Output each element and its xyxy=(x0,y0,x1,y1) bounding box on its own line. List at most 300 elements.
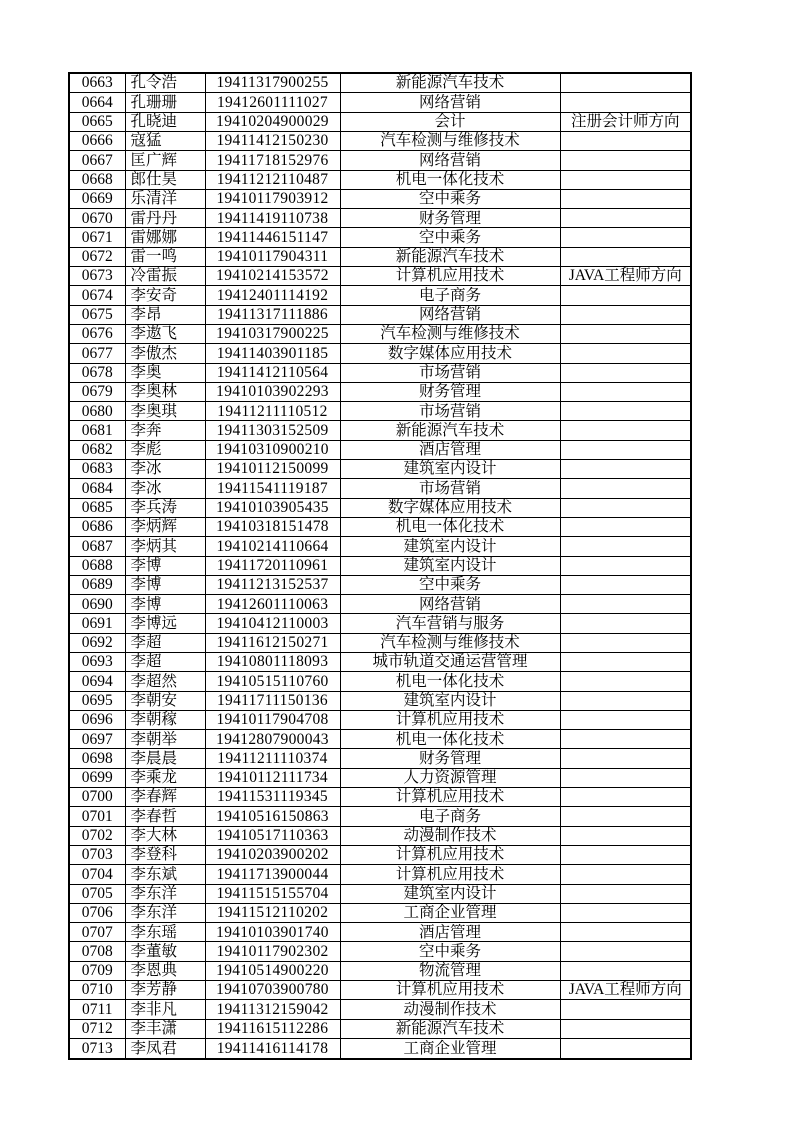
cell-student_no: 19410515110760 xyxy=(205,672,340,691)
cell-major: 汽车检测与维修技术 xyxy=(340,131,560,150)
table-row xyxy=(69,710,691,729)
cell-note xyxy=(560,344,691,363)
cell-student_no: 19411416114178 xyxy=(205,1038,340,1059)
table-row xyxy=(69,460,691,479)
cell-note: 注册会计师方向 xyxy=(560,112,691,131)
cell-name: 李奥 xyxy=(125,363,205,382)
cell-id: 0710 xyxy=(69,981,125,1000)
cell-name: 李遨飞 xyxy=(125,324,205,343)
cell-name: 李冰 xyxy=(125,460,205,479)
cell-id: 0675 xyxy=(69,305,125,324)
cell-student_no: 19411531119345 xyxy=(205,788,340,807)
cell-major: 计算机应用技术 xyxy=(340,845,560,864)
cell-name: 李兵涛 xyxy=(125,498,205,517)
cell-major: 市场营销 xyxy=(340,479,560,498)
cell-name: 雷一鸣 xyxy=(125,247,205,266)
cell-note xyxy=(560,691,691,710)
table-row xyxy=(69,324,691,343)
cell-id: 0676 xyxy=(69,324,125,343)
cell-id: 0694 xyxy=(69,672,125,691)
cell-id: 0670 xyxy=(69,209,125,228)
cell-note xyxy=(560,826,691,845)
table-row xyxy=(69,614,691,633)
cell-note xyxy=(560,498,691,517)
cell-student_no: 19410103901740 xyxy=(205,923,340,942)
cell-id: 0680 xyxy=(69,402,125,421)
cell-id: 0668 xyxy=(69,170,125,189)
cell-name: 雷娜娜 xyxy=(125,228,205,247)
cell-name: 李春辉 xyxy=(125,788,205,807)
cell-note xyxy=(560,228,691,247)
cell-id: 0700 xyxy=(69,788,125,807)
cell-major: 机电一体化技术 xyxy=(340,672,560,691)
cell-name: 李晨晨 xyxy=(125,749,205,768)
cell-major: 计算机应用技术 xyxy=(340,788,560,807)
cell-name: 李朝稼 xyxy=(125,710,205,729)
cell-note xyxy=(560,672,691,691)
cell-note xyxy=(560,1000,691,1019)
cell-major: 机电一体化技术 xyxy=(340,730,560,749)
cell-student_no: 19410117902302 xyxy=(205,942,340,961)
table-row xyxy=(69,865,691,884)
cell-note xyxy=(560,923,691,942)
cell-student_no: 19411718152976 xyxy=(205,151,340,170)
cell-major: 工商企业管理 xyxy=(340,1038,560,1059)
cell-name: 李奥琪 xyxy=(125,402,205,421)
table-row xyxy=(69,653,691,672)
cell-id: 0679 xyxy=(69,382,125,401)
cell-student_no: 19411541119187 xyxy=(205,479,340,498)
cell-name: 李东瑶 xyxy=(125,923,205,942)
cell-student_no: 19410117904311 xyxy=(205,247,340,266)
cell-name: 李丰潇 xyxy=(125,1019,205,1038)
cell-name: 李奥林 xyxy=(125,382,205,401)
table-row xyxy=(69,151,691,170)
cell-id: 0693 xyxy=(69,653,125,672)
cell-major: 财务管理 xyxy=(340,382,560,401)
cell-major: 空中乘务 xyxy=(340,228,560,247)
cell-name: 乐清洋 xyxy=(125,189,205,208)
cell-id: 0663 xyxy=(69,73,125,93)
cell-id: 0682 xyxy=(69,440,125,459)
cell-id: 0696 xyxy=(69,710,125,729)
cell-student_no: 19410517110363 xyxy=(205,826,340,845)
cell-id: 0674 xyxy=(69,286,125,305)
cell-name: 寇猛 xyxy=(125,131,205,150)
cell-name: 孔晓迪 xyxy=(125,112,205,131)
cell-id: 0665 xyxy=(69,112,125,131)
cell-major: 新能源汽车技术 xyxy=(340,421,560,440)
cell-note xyxy=(560,324,691,343)
cell-major: 动漫制作技术 xyxy=(340,826,560,845)
table-row xyxy=(69,421,691,440)
cell-name: 李奔 xyxy=(125,421,205,440)
cell-major: 数字媒体应用技术 xyxy=(340,344,560,363)
cell-id: 0673 xyxy=(69,267,125,286)
table-row xyxy=(69,247,691,266)
cell-name: 李朝安 xyxy=(125,691,205,710)
table-row xyxy=(69,479,691,498)
cell-major: 会计 xyxy=(340,112,560,131)
table-row xyxy=(69,440,691,459)
cell-note: JAVA工程师方向 xyxy=(560,981,691,1000)
cell-note xyxy=(560,614,691,633)
cell-student_no: 19411212110487 xyxy=(205,170,340,189)
cell-id: 0691 xyxy=(69,614,125,633)
cell-student_no: 19410514900220 xyxy=(205,961,340,980)
cell-major: 机电一体化技术 xyxy=(340,517,560,536)
cell-note xyxy=(560,93,691,112)
cell-major: 新能源汽车技术 xyxy=(340,73,560,93)
cell-name: 李大林 xyxy=(125,826,205,845)
cell-note xyxy=(560,595,691,614)
cell-name: 李东斌 xyxy=(125,865,205,884)
cell-note xyxy=(560,865,691,884)
cell-major: 电子商务 xyxy=(340,286,560,305)
cell-major: 人力资源管理 xyxy=(340,768,560,787)
table-row xyxy=(69,209,691,228)
cell-major: 建筑室内设计 xyxy=(340,556,560,575)
cell-id: 0677 xyxy=(69,344,125,363)
cell-id: 0704 xyxy=(69,865,125,884)
cell-student_no: 19411412150230 xyxy=(205,131,340,150)
cell-name: 郎仕昊 xyxy=(125,170,205,189)
cell-student_no: 19410801118093 xyxy=(205,653,340,672)
cell-id: 0681 xyxy=(69,421,125,440)
cell-major: 酒店管理 xyxy=(340,923,560,942)
table-row xyxy=(69,845,691,864)
cell-student_no: 19410117903912 xyxy=(205,189,340,208)
cell-student_no: 19410112150099 xyxy=(205,460,340,479)
table-row xyxy=(69,749,691,768)
cell-name: 李超 xyxy=(125,633,205,652)
table-row xyxy=(69,672,691,691)
cell-major: 空中乘务 xyxy=(340,575,560,594)
cell-student_no: 19411211110374 xyxy=(205,749,340,768)
cell-note xyxy=(560,421,691,440)
cell-student_no: 19411412110564 xyxy=(205,363,340,382)
cell-major: 城市轨道交通运营管理 xyxy=(340,653,560,672)
table-row xyxy=(69,228,691,247)
table-row xyxy=(69,286,691,305)
cell-student_no: 19410310900210 xyxy=(205,440,340,459)
cell-id: 0713 xyxy=(69,1038,125,1059)
cell-note xyxy=(560,382,691,401)
table-row xyxy=(69,402,691,421)
table-row xyxy=(69,981,691,1000)
table-row xyxy=(69,788,691,807)
cell-id: 0667 xyxy=(69,151,125,170)
cell-major: 网络营销 xyxy=(340,93,560,112)
cell-name: 李彪 xyxy=(125,440,205,459)
cell-student_no: 19410103905435 xyxy=(205,498,340,517)
cell-id: 0672 xyxy=(69,247,125,266)
cell-major: 酒店管理 xyxy=(340,440,560,459)
cell-name: 李芳静 xyxy=(125,981,205,1000)
cell-note xyxy=(560,402,691,421)
cell-name: 冷雷振 xyxy=(125,267,205,286)
cell-student_no: 19411515155704 xyxy=(205,884,340,903)
cell-major: 空中乘务 xyxy=(340,942,560,961)
cell-note xyxy=(560,884,691,903)
table-row xyxy=(69,1000,691,1019)
cell-note xyxy=(560,768,691,787)
cell-id: 0703 xyxy=(69,845,125,864)
cell-id: 0692 xyxy=(69,633,125,652)
cell-note xyxy=(560,170,691,189)
cell-name: 孔珊珊 xyxy=(125,93,205,112)
cell-name: 李炳其 xyxy=(125,537,205,556)
cell-note xyxy=(560,479,691,498)
cell-major: 汽车营销与服务 xyxy=(340,614,560,633)
cell-major: 建筑室内设计 xyxy=(340,884,560,903)
cell-major: 动漫制作技术 xyxy=(340,1000,560,1019)
roster-body xyxy=(69,73,691,1059)
cell-student_no: 19410317900225 xyxy=(205,324,340,343)
cell-name: 李恩典 xyxy=(125,961,205,980)
cell-name: 李炳辉 xyxy=(125,517,205,536)
cell-major: 新能源汽车技术 xyxy=(340,247,560,266)
cell-major: 网络营销 xyxy=(340,305,560,324)
cell-note xyxy=(560,710,691,729)
cell-major: 市场营销 xyxy=(340,402,560,421)
cell-student_no: 19410412110003 xyxy=(205,614,340,633)
cell-id: 0669 xyxy=(69,189,125,208)
table-row xyxy=(69,344,691,363)
cell-note xyxy=(560,151,691,170)
cell-student_no: 19411615112286 xyxy=(205,1019,340,1038)
cell-name: 孔令浩 xyxy=(125,73,205,93)
cell-name: 李博 xyxy=(125,556,205,575)
cell-id: 0687 xyxy=(69,537,125,556)
cell-major: 新能源汽车技术 xyxy=(340,1019,560,1038)
cell-id: 0685 xyxy=(69,498,125,517)
cell-student_no: 19412601110063 xyxy=(205,595,340,614)
cell-id: 0664 xyxy=(69,93,125,112)
cell-student_no: 19410204900029 xyxy=(205,112,340,131)
cell-student_no: 19411720110961 xyxy=(205,556,340,575)
cell-name: 李博远 xyxy=(125,614,205,633)
cell-major: 网络营销 xyxy=(340,595,560,614)
cell-note xyxy=(560,942,691,961)
cell-id: 0695 xyxy=(69,691,125,710)
cell-student_no: 19410103902293 xyxy=(205,382,340,401)
cell-major: 汽车检测与维修技术 xyxy=(340,633,560,652)
cell-student_no: 19411512110202 xyxy=(205,903,340,922)
table-row xyxy=(69,112,691,131)
table-row xyxy=(69,498,691,517)
cell-note xyxy=(560,633,691,652)
cell-major: 电子商务 xyxy=(340,807,560,826)
cell-major: 网络营销 xyxy=(340,151,560,170)
cell-major: 财务管理 xyxy=(340,749,560,768)
table-row xyxy=(69,189,691,208)
cell-major: 市场营销 xyxy=(340,363,560,382)
table-row xyxy=(69,884,691,903)
cell-note xyxy=(560,730,691,749)
cell-id: 0671 xyxy=(69,228,125,247)
table-row xyxy=(69,131,691,150)
cell-id: 0666 xyxy=(69,131,125,150)
cell-student_no: 19410214153572 xyxy=(205,267,340,286)
cell-name: 李傲杰 xyxy=(125,344,205,363)
cell-id: 0712 xyxy=(69,1019,125,1038)
cell-name: 李春哲 xyxy=(125,807,205,826)
cell-major: 汽车检测与维修技术 xyxy=(340,324,560,343)
cell-major: 工商企业管理 xyxy=(340,903,560,922)
cell-student_no: 19410112111734 xyxy=(205,768,340,787)
cell-name: 李董敏 xyxy=(125,942,205,961)
table-row xyxy=(69,1038,691,1059)
cell-id: 0698 xyxy=(69,749,125,768)
table-row xyxy=(69,93,691,112)
cell-student_no: 19411303152509 xyxy=(205,421,340,440)
roster-table xyxy=(68,72,692,1060)
cell-name: 李安奇 xyxy=(125,286,205,305)
cell-note xyxy=(560,131,691,150)
table-row xyxy=(69,826,691,845)
cell-name: 李登科 xyxy=(125,845,205,864)
cell-note xyxy=(560,209,691,228)
table-row xyxy=(69,730,691,749)
cell-student_no: 19412807900043 xyxy=(205,730,340,749)
cell-note xyxy=(560,305,691,324)
cell-note xyxy=(560,247,691,266)
cell-note: JAVA工程师方向 xyxy=(560,267,691,286)
table-row xyxy=(69,923,691,942)
cell-id: 0708 xyxy=(69,942,125,961)
cell-name: 匡广辉 xyxy=(125,151,205,170)
cell-note xyxy=(560,749,691,768)
cell-major: 建筑室内设计 xyxy=(340,537,560,556)
cell-name: 李非凡 xyxy=(125,1000,205,1019)
cell-id: 0683 xyxy=(69,460,125,479)
table-row xyxy=(69,942,691,961)
cell-note xyxy=(560,363,691,382)
cell-id: 0697 xyxy=(69,730,125,749)
cell-student_no: 19410117904708 xyxy=(205,710,340,729)
table-row xyxy=(69,691,691,710)
cell-student_no: 19410214110664 xyxy=(205,537,340,556)
table-row xyxy=(69,575,691,594)
cell-student_no: 19410318151478 xyxy=(205,517,340,536)
cell-major: 计算机应用技术 xyxy=(340,981,560,1000)
cell-major: 数字媒体应用技术 xyxy=(340,498,560,517)
cell-id: 0699 xyxy=(69,768,125,787)
table-row xyxy=(69,768,691,787)
cell-note xyxy=(560,903,691,922)
table-row xyxy=(69,73,691,93)
cell-name: 李昂 xyxy=(125,305,205,324)
cell-name: 李乘龙 xyxy=(125,768,205,787)
table-row xyxy=(69,556,691,575)
cell-major: 计算机应用技术 xyxy=(340,710,560,729)
cell-major: 计算机应用技术 xyxy=(340,865,560,884)
cell-note xyxy=(560,286,691,305)
cell-student_no: 19411419110738 xyxy=(205,209,340,228)
cell-major: 物流管理 xyxy=(340,961,560,980)
cell-name: 李冰 xyxy=(125,479,205,498)
cell-note xyxy=(560,189,691,208)
cell-note xyxy=(560,460,691,479)
cell-note xyxy=(560,73,691,93)
cell-note xyxy=(560,1019,691,1038)
cell-name: 李博 xyxy=(125,595,205,614)
table-row xyxy=(69,382,691,401)
cell-id: 0689 xyxy=(69,575,125,594)
cell-note xyxy=(560,653,691,672)
cell-id: 0707 xyxy=(69,923,125,942)
cell-major: 空中乘务 xyxy=(340,189,560,208)
cell-major: 建筑室内设计 xyxy=(340,691,560,710)
cell-name: 李凤君 xyxy=(125,1038,205,1059)
cell-note xyxy=(560,537,691,556)
cell-student_no: 19410703900780 xyxy=(205,981,340,1000)
cell-name: 李超 xyxy=(125,653,205,672)
cell-student_no: 19410203900202 xyxy=(205,845,340,864)
table-row xyxy=(69,595,691,614)
cell-name: 李超然 xyxy=(125,672,205,691)
cell-id: 0684 xyxy=(69,479,125,498)
cell-id: 0686 xyxy=(69,517,125,536)
cell-note xyxy=(560,845,691,864)
table-row xyxy=(69,537,691,556)
cell-student_no: 19411612150271 xyxy=(205,633,340,652)
cell-note xyxy=(560,440,691,459)
cell-note xyxy=(560,807,691,826)
cell-id: 0705 xyxy=(69,884,125,903)
table-row xyxy=(69,903,691,922)
table-row xyxy=(69,170,691,189)
cell-id: 0690 xyxy=(69,595,125,614)
cell-student_no: 19411213152537 xyxy=(205,575,340,594)
cell-note xyxy=(560,1038,691,1059)
cell-id: 0711 xyxy=(69,1000,125,1019)
cell-id: 0702 xyxy=(69,826,125,845)
table-row xyxy=(69,1019,691,1038)
cell-student_no: 19411317900255 xyxy=(205,73,340,93)
cell-name: 雷丹丹 xyxy=(125,209,205,228)
cell-major: 财务管理 xyxy=(340,209,560,228)
cell-note xyxy=(560,575,691,594)
cell-major: 建筑室内设计 xyxy=(340,460,560,479)
cell-student_no: 19411711150136 xyxy=(205,691,340,710)
cell-id: 0678 xyxy=(69,363,125,382)
cell-student_no: 19411211110512 xyxy=(205,402,340,421)
table-row xyxy=(69,517,691,536)
table-row xyxy=(69,807,691,826)
cell-id: 0706 xyxy=(69,903,125,922)
cell-name: 李东洋 xyxy=(125,903,205,922)
cell-student_no: 19411713900044 xyxy=(205,865,340,884)
cell-major: 计算机应用技术 xyxy=(340,267,560,286)
cell-name: 李朝举 xyxy=(125,730,205,749)
table-row xyxy=(69,267,691,286)
cell-major: 机电一体化技术 xyxy=(340,170,560,189)
cell-note xyxy=(560,961,691,980)
cell-student_no: 19412601111027 xyxy=(205,93,340,112)
cell-note xyxy=(560,788,691,807)
cell-student_no: 19412401114192 xyxy=(205,286,340,305)
cell-id: 0701 xyxy=(69,807,125,826)
cell-name: 李东洋 xyxy=(125,884,205,903)
cell-id: 0688 xyxy=(69,556,125,575)
cell-student_no: 19410516150863 xyxy=(205,807,340,826)
table-row xyxy=(69,633,691,652)
cell-student_no: 19411446151147 xyxy=(205,228,340,247)
cell-name: 李博 xyxy=(125,575,205,594)
table-row xyxy=(69,961,691,980)
